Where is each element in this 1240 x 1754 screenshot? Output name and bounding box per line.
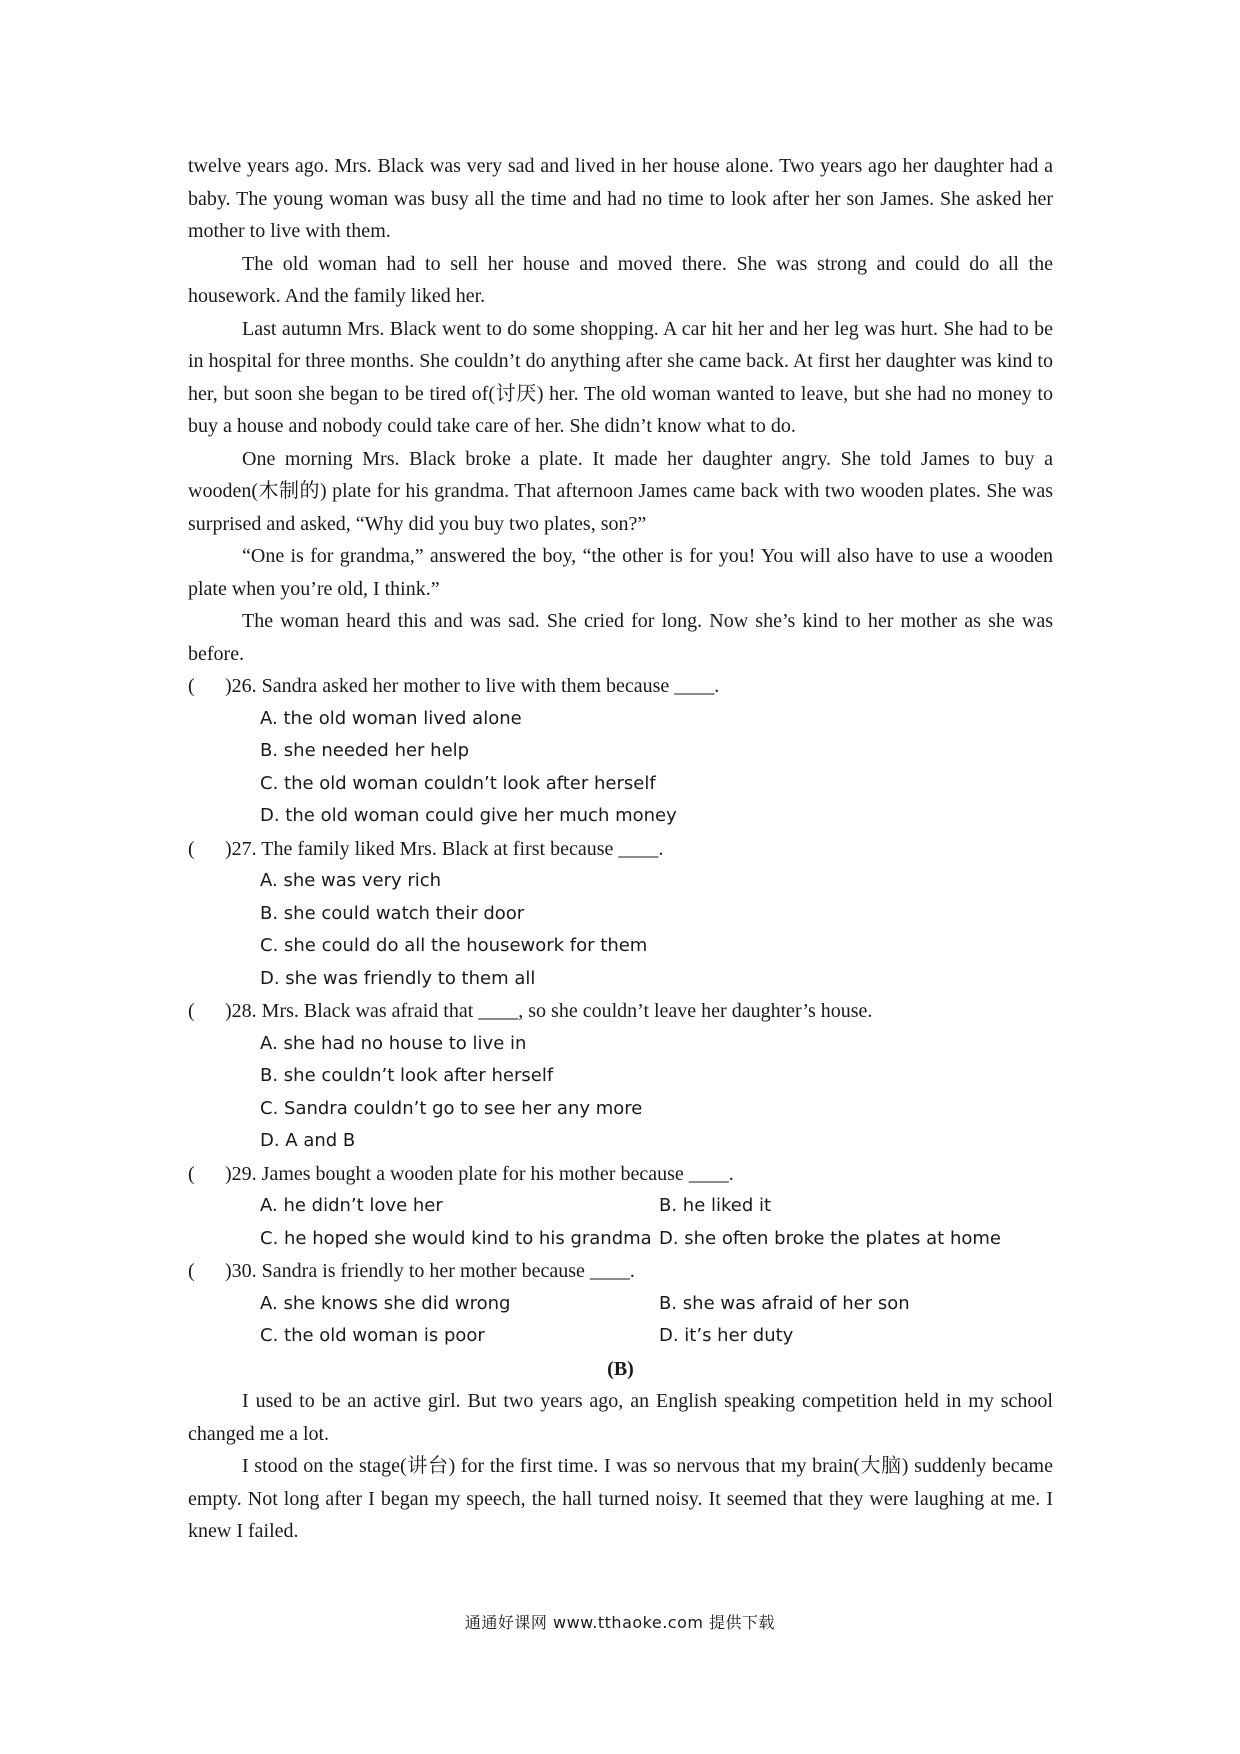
question-29-options-row-2 [188,1223,1053,1256]
page-content [188,150,1053,1548]
page-footer: 通通好课网 www.tthaoke.com 提供下载 [464,1613,776,1632]
question-27-option-c: C. she could do all the housework for them [260,935,648,956]
question-26-option-d: D. the old woman could give her much money [260,805,677,826]
question-29-option-c: C. he hoped she would kind to his grandma [260,1227,652,1249]
question-27-option-b: B. she could watch their door [260,902,525,924]
passage-a-paragraph-6: The woman heard this and was sad. She cried for long. Now she’s kind to her mother as she was before. [188,610,1053,665]
question-27 [188,833,1053,866]
question-29 [188,1158,1053,1191]
question-30-options-row-1 [188,1288,1053,1321]
question-29-option-d: D. she often broke the plates at home [659,1227,1001,1249]
question-28-option-c: C. Sandra couldn’t go to see her any more [260,1097,643,1119]
question-29-option-b: B. he liked it [659,1195,772,1216]
answer-blank-29[interactable]: ( [188,1162,195,1185]
question-27-option-a: A. she was very rich [260,870,442,891]
question-27-stem: )27. The family liked Mrs. Black at first because ____. [225,837,664,860]
section-b-paragraph-1: I used to be an active girl. But two years ago, an English speaking competition held in my school changed me a lot. [188,1390,1053,1445]
question-26-option-a: A. the old woman lived alone [260,707,522,729]
question-30-option-b: B. she was afraid of her son [659,1292,910,1314]
answer-blank-27[interactable]: ( [188,837,195,860]
answer-blank-30[interactable]: ( [188,1260,195,1282]
passage-a-paragraph-3: Last autumn Mrs. Black went to do some shopping. A car hit her and her leg was hurt. She had to be in hospital for three months. She couldn’t do anything after she came back. At first her daughter was kind to her, but soon she began to be tired of(讨厌) her. The old woman wanted to leave, but she had no money to buy a house and nobody could take care of her. She didn’t know what to do. [188,317,1053,437]
passage-a-paragraph-1: twelve years ago. Mrs. Black was very sad and lived in her house alone. Two years ago her daughter had a baby. The young woman was busy all the time and had no time to look after her son James. She asked her mother to live with them. [188,155,1053,242]
question-26-option-b: B. she needed her help [260,740,470,761]
question-30-stem: )30. Sandra is friendly to her mother because ____. [225,1260,635,1282]
question-29-options-row-1 [188,1190,1053,1223]
question-28-option-b: B. she couldn’t look after herself [260,1065,554,1086]
question-26-stem: )26. Sandra asked her mother to live with them because ____. [225,675,720,697]
passage-a-paragraph-5: “One is for grandma,” answered the boy, “the other is for you! You will also have to use a wooden plate when you’re old, I think.” [188,545,1053,600]
question-30-option-a: A. she knows she did wrong [260,1292,511,1314]
question-30-option-d: D. it’s her duty [659,1325,794,1346]
answer-blank-28[interactable]: ( [188,1000,195,1022]
question-30-options-row-2 [188,1320,1053,1353]
question-28-stem: )28. Mrs. Black was afraid that ____, so she couldn’t leave her daughter’s house. [225,1000,873,1022]
passage-a-paragraph-4: One morning Mrs. Black broke a plate. It made her daughter angry. She told James to buy a wooden(木制的) plate for his grandma. That afternoon James came back with two wooden plates. She was surprised and asked, “Why did you buy two plates, son?” [188,447,1053,535]
question-29-stem: )29. James bought a wooden plate for his mother because ____. [225,1162,734,1185]
section-b-paragraph-2: I stood on the stage(讲台) for the first time. I was so nervous that my brain(大脑) suddenly became empty. Not long after I began my speech, the hall turned noisy. It seemed that they were laughing at me. I knew I failed. [188,1455,1053,1542]
question-28-option-d: D. A and B [260,1130,356,1151]
question-28 [188,995,1053,1028]
question-26-option-c: C. the old woman couldn’t look after herself [260,772,656,794]
answer-blank-26[interactable]: ( [188,675,195,697]
question-29-option-a: A. he didn’t love her [260,1195,443,1216]
section-b-heading: (B) [607,1357,634,1380]
question-30 [188,1255,1053,1288]
passage-a-paragraph-2: The old woman had to sell her house and moved there. She was strong and could do all the housework. And the family liked her. [188,252,1053,307]
question-26 [188,670,1053,703]
question-28-option-a: A. she had no house to live in [260,1032,527,1054]
question-27-option-d: D. she was friendly to them all [260,967,536,989]
question-30-option-c: C. the old woman is poor [260,1325,485,1346]
